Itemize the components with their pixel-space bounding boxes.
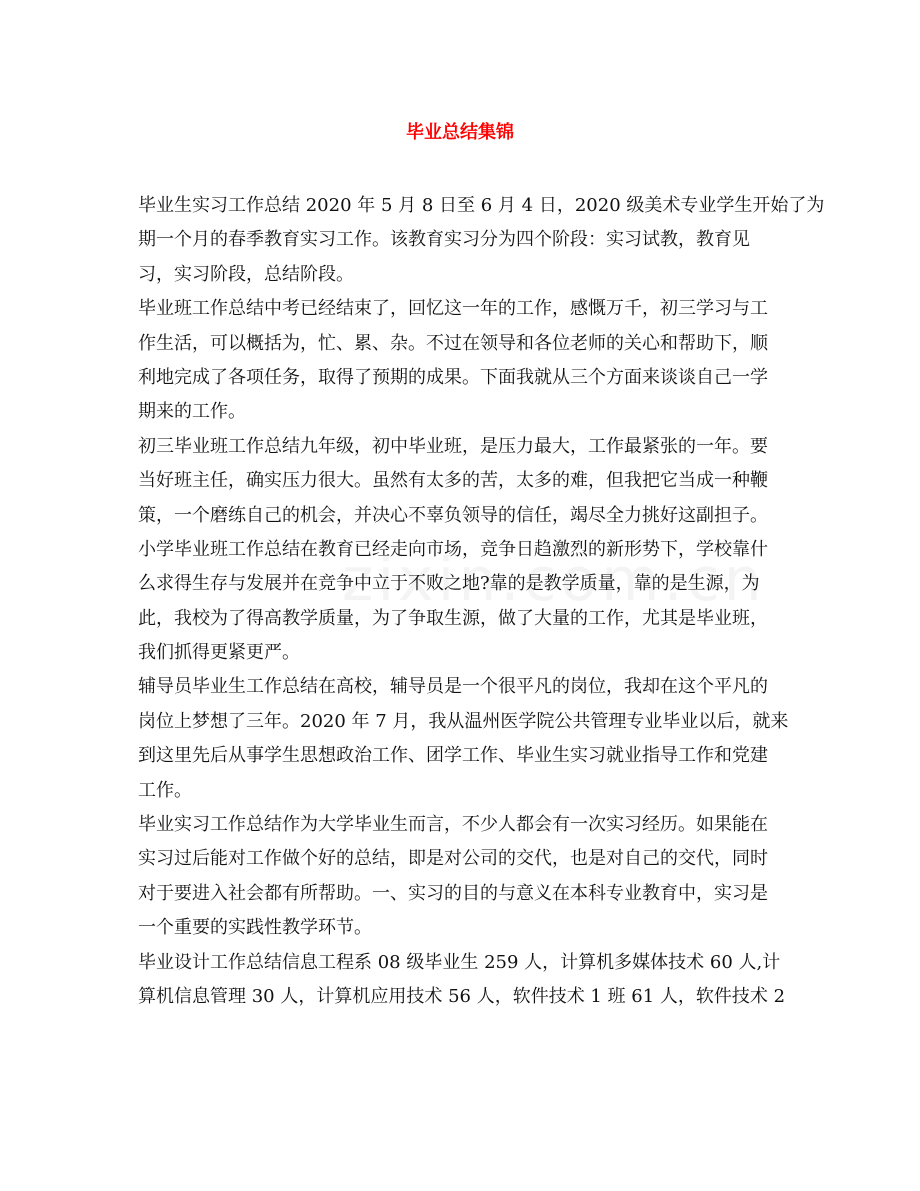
text-line: 到这里先后从事学生思想政治工作、团学工作、毕业生实习就业指导工作和党建 (138, 745, 768, 767)
text-line: 我们抓得更紧更严。 (138, 642, 300, 664)
paragraph (138, 946, 788, 1015)
paragraph (138, 670, 788, 808)
text-line: 毕业班工作总结中考已经结束了，回忆这一年的工作，感慨万千，初三学习与工 (138, 298, 768, 320)
text-line: 岗位上梦想了三年。2020 年 7 月，我从温州医学院公共管理专业毕业以后，就来 (138, 710, 789, 732)
text-line: 当好班主任，确实压力很大。虽然有太多的苦，太多的难，但我把它当成一种鞭 (138, 470, 768, 492)
text-line: 毕业实习工作总结作为大学毕业生而言，不少人都会有一次实习经历。如果能在 (138, 814, 768, 836)
text-line: 算机信息管理 30 人，计算机应用技术 56 人，软件技术 1 班 61 人，软件技术 2 (138, 985, 786, 1007)
text-line: 期来的工作。 (138, 401, 246, 423)
text-line: 初三毕业班工作总结九年级，初中毕业班，是压力最大，工作最紧张的一年。要 (138, 435, 768, 457)
text-line: 此，我校为了得高教学质量，为了争取生源，做了大量的工作，尤其是毕业班， (138, 607, 768, 629)
document-body (138, 189, 825, 1014)
paragraph (138, 808, 788, 946)
text-line: 期一个月的春季教育实习工作。该教育实习分为四个阶段：实习试教，教育见 (138, 229, 750, 251)
text-line: 小学毕业班工作总结在教育已经走向市场，竞争日趋激烈的新形势下，学校靠什 (138, 538, 768, 560)
paragraph (138, 430, 788, 533)
text-line: 辅导员毕业生工作总结在高校，辅导员是一个很平凡的岗位，我却在这个平凡的 (138, 676, 768, 698)
paragraph (138, 292, 788, 430)
text-line: 策，一个磨练自己的机会，并决心不辜负领导的信任，竭尽全力挑好这副担子。 (138, 504, 768, 526)
text-line: 毕业生实习工作总结 2020 年 5 月 8 日至 6 月 4 日，2020 级美术专业学生开始了为 (138, 195, 825, 216)
text-line: 作生活，可以概括为，忙、累、杂。不过在领导和各位老师的关心和帮助下，顺 (138, 332, 768, 354)
text-line: 实习过后能对工作做个好的总结，即是对公司的交代，也是对自己的交代，同时 (138, 848, 768, 870)
text-line: 对于要进入社会都有所帮助。一、实习的目的与意义在本科专业教育中，实习是 (138, 882, 768, 904)
text-line: 利地完成了各项任务，取得了预期的成果。下面我就从三个方面来谈谈自己一学 (138, 366, 768, 388)
text-line: 一个重要的实践性教学环节。 (138, 917, 372, 939)
text-line: 工作。 (138, 779, 192, 801)
paragraph (138, 533, 788, 671)
paragraph (138, 189, 825, 292)
text-line: 习，实习阶段，总结阶段。 (138, 263, 354, 285)
text-line: 毕业设计工作总结信息工程系 08 级毕业生 259 人，计算机多媒体技术 60 人,计 (138, 951, 781, 973)
document-title: 毕业总结集锦 (406, 122, 514, 143)
text-line: 么求得生存与发展并在竞争中立于不败之地?靠的是教学质量，靠的是生源，为 (138, 573, 760, 595)
